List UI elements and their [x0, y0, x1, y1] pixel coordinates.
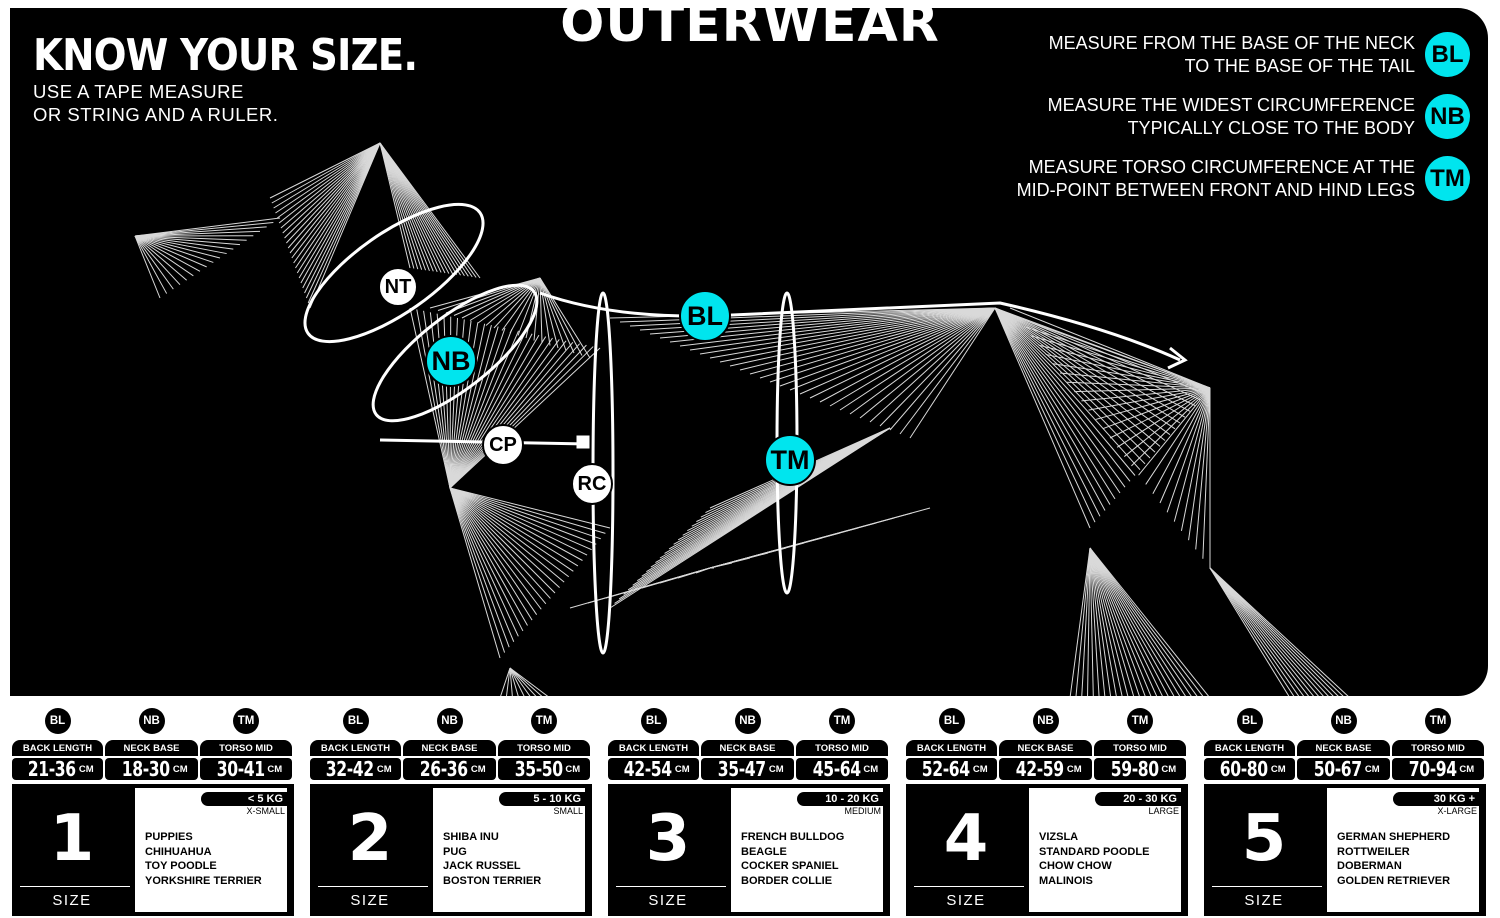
size-category: SMALL	[553, 806, 583, 816]
unit-label: CM	[376, 763, 392, 775]
breed-item: JACK RUSSEL	[443, 860, 521, 872]
tm-header: TORSO MID	[1094, 740, 1186, 756]
nb-code-badge: NB	[735, 708, 761, 734]
unit-label: CM	[267, 763, 283, 775]
tm-header: TORSO MID	[200, 740, 292, 756]
diagram-label-rc: RC	[571, 463, 613, 505]
tm-code-badge: TM	[829, 708, 855, 734]
legend-tm-line-2: MID-POINT BETWEEN FRONT AND HIND LEGS	[1016, 179, 1415, 200]
unit-label: CM	[565, 763, 581, 775]
nb-header: NECK BASE	[999, 740, 1092, 756]
breed-item: GOLDEN RETRIEVER	[1337, 874, 1451, 887]
size-box	[12, 784, 294, 916]
bl-header: BACK LENGTH	[310, 740, 401, 756]
unit-label: CM	[1066, 763, 1082, 775]
tm-range: 59-80	[1110, 757, 1159, 781]
bl-value	[12, 758, 103, 780]
bl-range: 60-80	[1220, 757, 1269, 781]
bl-code-badge: BL	[1237, 708, 1263, 734]
legend-bl-line-2: TO THE BASE OF THE TAIL	[1184, 55, 1415, 76]
nb-header: NECK BASE	[1297, 740, 1390, 756]
bl-range: 42-54	[624, 757, 673, 781]
unit-label: CM	[172, 763, 188, 775]
breed-item: CHIHUAHUA	[145, 845, 212, 858]
breed-list	[741, 830, 844, 888]
weight-badge: 5 - 10 KG	[499, 792, 585, 806]
nb-code-badge: NB	[139, 708, 165, 734]
tm-range: 70-94	[1408, 757, 1457, 781]
tm-value	[1094, 758, 1186, 780]
bl-value	[1204, 758, 1295, 780]
breeds-panel	[1029, 788, 1181, 912]
bl-range: 21-36	[28, 757, 77, 781]
size-number: 4	[943, 802, 989, 876]
breed-item: ROTTWEILER	[1337, 845, 1410, 858]
breed-item: STANDARD POODLE	[1039, 845, 1150, 858]
weight-badge: 30 KG +	[1393, 792, 1479, 806]
tm-header: TORSO MID	[796, 740, 888, 756]
instruction-line-1: USE A TAPE MEASURE	[33, 81, 244, 102]
bl-value	[608, 758, 699, 780]
legend-tm-badge: TM	[1425, 156, 1470, 201]
tm-value	[498, 758, 590, 780]
tm-code-badge: TM	[1425, 708, 1451, 734]
divider	[318, 886, 428, 887]
breed-list	[1039, 830, 1149, 888]
legend-bl	[1049, 32, 1470, 77]
diagram-label-nb: NB	[425, 335, 477, 387]
legend-bl-line-1: MEASURE FROM THE BASE OF THE NECK	[1048, 33, 1415, 53]
bl-range: 52-64	[922, 757, 971, 781]
breed-item: FRENCH BULLDOG	[741, 831, 845, 843]
breed-item: MALINOIS	[1039, 874, 1093, 887]
unit-label: CM	[78, 763, 94, 775]
breed-item: COCKER SPANIEL	[741, 860, 839, 872]
diagram-label-bl: BL	[679, 290, 731, 342]
tm-code-badge: TM	[531, 708, 557, 734]
legend-nb-line-2: TYPICALLY CLOSE TO THE BODY	[1127, 117, 1415, 138]
breed-item: BOSTON TERRIER	[443, 874, 542, 887]
nb-range: 42-59	[1016, 757, 1065, 781]
bl-code-badge: BL	[343, 708, 369, 734]
size-label: SIZE	[648, 892, 688, 909]
size-card-2	[310, 706, 592, 916]
breed-item: PUPPIES	[145, 831, 193, 843]
size-label: SIZE	[946, 892, 986, 909]
legend-tm	[1017, 156, 1470, 201]
unit-label: CM	[863, 763, 879, 775]
size-card-4	[906, 706, 1188, 916]
tm-code-badge: TM	[233, 708, 259, 734]
bl-code-badge: BL	[45, 708, 71, 734]
nb-range: 18-30	[122, 757, 171, 781]
nb-code-badge: NB	[437, 708, 463, 734]
tm-header: TORSO MID	[1392, 740, 1484, 756]
bl-range: 32-42	[326, 757, 375, 781]
legend-bl-badge: BL	[1425, 32, 1470, 77]
breed-list	[1337, 830, 1450, 888]
size-label: SIZE	[350, 892, 390, 909]
weight-badge: < 5 KG	[201, 792, 287, 806]
breeds-panel	[1327, 788, 1479, 912]
tm-header: TORSO MID	[498, 740, 590, 756]
size-number: 2	[347, 802, 393, 876]
size-category: X-LARGE	[1437, 806, 1477, 816]
page-title: OUTERWEAR	[560, 0, 940, 54]
diagram-label-cp: CP	[482, 424, 524, 466]
nb-header: NECK BASE	[105, 740, 198, 756]
bl-header: BACK LENGTH	[12, 740, 103, 756]
size-label: SIZE	[52, 892, 92, 909]
diagram-label-nt: NT	[378, 267, 418, 307]
size-number: 5	[1241, 802, 1287, 876]
size-category: X-SMALL	[246, 806, 285, 816]
nb-range: 50-67	[1314, 757, 1363, 781]
unit-label: CM	[1161, 763, 1177, 775]
tm-range: 30-41	[216, 757, 265, 781]
breed-item: BORDER COLLIE	[741, 874, 833, 887]
nb-header: NECK BASE	[701, 740, 794, 756]
size-card-1	[12, 706, 294, 916]
tm-value	[200, 758, 292, 780]
breeds-panel	[433, 788, 585, 912]
divider	[616, 886, 726, 887]
bl-header: BACK LENGTH	[608, 740, 699, 756]
weight-badge: 10 - 20 KG	[797, 792, 883, 806]
headline: KNOW YOUR SIZE.	[33, 30, 418, 81]
breeds-panel	[135, 788, 287, 912]
tm-range: 45-64	[812, 757, 861, 781]
breed-item: GERMAN SHEPHERD	[1337, 831, 1451, 843]
unit-label: CM	[470, 763, 486, 775]
size-number: 3	[645, 802, 691, 876]
nb-code-badge: NB	[1331, 708, 1357, 734]
nb-value	[403, 758, 496, 780]
unit-label: CM	[972, 763, 988, 775]
breed-item: DOBERMAN	[1337, 860, 1402, 872]
bl-header: BACK LENGTH	[1204, 740, 1295, 756]
legend-tm-line-1: MEASURE TORSO CIRCUMFERENCE AT THE	[1028, 157, 1415, 177]
nb-value	[105, 758, 198, 780]
size-label: SIZE	[1244, 892, 1284, 909]
instruction-line-2: OR STRING AND A RULER.	[33, 104, 279, 125]
breed-item: PUG	[443, 845, 467, 858]
legend-nb-line-1: MEASURE THE WIDEST CIRCUMFERENCE	[1047, 95, 1415, 115]
size-category: MEDIUM	[844, 806, 881, 816]
breeds-panel	[731, 788, 883, 912]
tm-code-badge: TM	[1127, 708, 1153, 734]
nb-range: 35-47	[718, 757, 767, 781]
size-card-3	[608, 706, 890, 916]
unit-label: CM	[768, 763, 784, 775]
tm-value	[1392, 758, 1484, 780]
divider	[1212, 886, 1322, 887]
nb-code-badge: NB	[1033, 708, 1059, 734]
legend-nb	[1048, 94, 1470, 139]
nb-header: NECK BASE	[403, 740, 496, 756]
size-box	[310, 784, 592, 916]
divider	[20, 886, 130, 887]
breed-list	[443, 830, 541, 888]
nb-value	[701, 758, 794, 780]
bl-value	[310, 758, 401, 780]
size-box	[608, 784, 890, 916]
breed-list	[145, 830, 262, 888]
unit-label: CM	[1364, 763, 1380, 775]
unit-label: CM	[674, 763, 690, 775]
bl-code-badge: BL	[939, 708, 965, 734]
size-card-5	[1204, 706, 1486, 916]
breed-item: CHOW CHOW	[1039, 860, 1112, 872]
unit-label: CM	[1270, 763, 1286, 775]
diagram-label-tm: TM	[764, 434, 816, 486]
tm-value	[796, 758, 888, 780]
nb-value	[1297, 758, 1390, 780]
bl-code-badge: BL	[641, 708, 667, 734]
bl-header: BACK LENGTH	[906, 740, 997, 756]
breed-item: BEAGLE	[741, 845, 787, 858]
size-category: LARGE	[1148, 806, 1179, 816]
size-box	[906, 784, 1188, 916]
instructions	[33, 80, 278, 126]
size-number: 1	[49, 802, 95, 876]
divider	[914, 886, 1024, 887]
bl-value	[906, 758, 997, 780]
tm-range: 35-50	[514, 757, 563, 781]
nb-value	[999, 758, 1092, 780]
legend-nb-badge: NB	[1425, 94, 1470, 139]
nb-range: 26-36	[420, 757, 469, 781]
weight-badge: 20 - 30 KG	[1095, 792, 1181, 806]
unit-label: CM	[1459, 763, 1475, 775]
size-box	[1204, 784, 1486, 916]
breed-item: TOY POODLE	[145, 860, 217, 872]
breed-item: YORKSHIRE TERRIER	[145, 874, 262, 887]
breed-item: VIZSLA	[1039, 831, 1079, 843]
breed-item: SHIBA INU	[443, 831, 499, 843]
